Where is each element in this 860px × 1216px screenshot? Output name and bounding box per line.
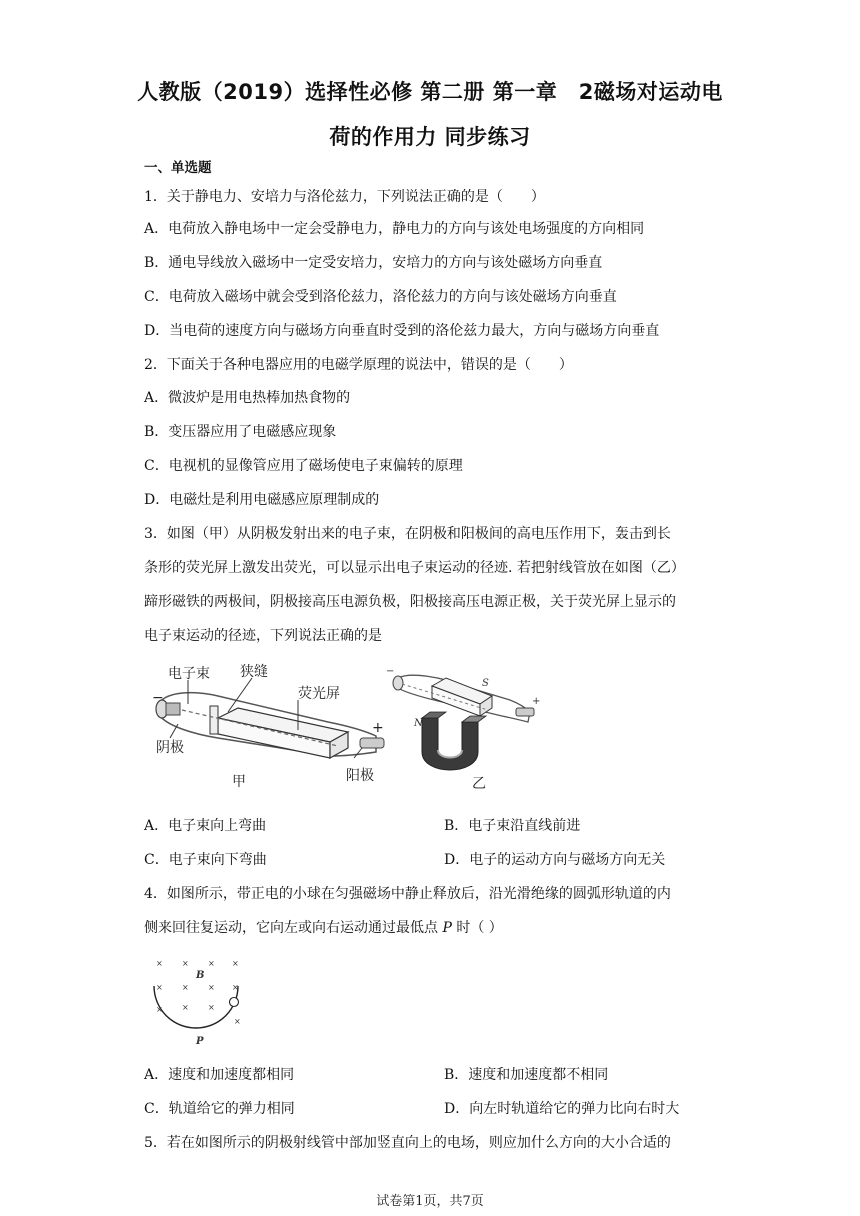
label-p: P	[196, 1036, 204, 1046]
field-cross: ×	[232, 983, 239, 992]
q1-option-a: A．电荷放入静电场中一定会受静电力，静电力的方向与该处电场强度的方向相同	[144, 221, 645, 237]
page-title-line2: 荷的作用力 同步练习	[329, 125, 531, 149]
q1-option-d: D．当电荷的速度方向与磁场方向垂直时受到的洛伦兹力最大，方向与磁场方向垂直	[144, 323, 660, 339]
section-heading: 一、单选题	[144, 160, 212, 176]
label-minus-yi: −	[386, 666, 395, 677]
q3-stem-line2: 条形的荧光屏上激发出荧光，可以显示出电子束运动的径迹. 若把射线管放在如图（乙）	[144, 560, 685, 576]
q2-option-d: D．电磁灶是利用电磁感应原理制成的	[144, 492, 380, 508]
q1-option-c: C．电荷放入磁场中就会受到洛伦兹力，洛伦兹力的方向与该处磁场方向垂直	[144, 289, 617, 305]
cathode-ray-tube-figure	[148, 660, 393, 795]
q4-option-b: B．速度和加速度都不相同	[444, 1067, 609, 1083]
q3-option-b: B．电子束沿直线前进	[444, 818, 581, 834]
field-cross: ×	[182, 1003, 189, 1012]
label-jia: 甲	[232, 774, 246, 790]
q4-stem-line1: 4．如图所示，带正电的小球在匀强磁场中静止释放后，沿光滑绝缘的圆弧形轨道的内	[144, 886, 671, 902]
q4-option-d: D．向左时轨道给它的弹力比向右时大	[444, 1101, 680, 1117]
field-cross: ×	[208, 1003, 215, 1012]
horseshoe-magnet-figure	[380, 660, 545, 795]
q2-stem: 2．下面关于各种电器应用的电磁学原理的说法中，错误的是（ ）	[144, 357, 573, 373]
q4-option-a: A．速度和加速度都相同	[144, 1067, 295, 1083]
q1-option-b: B．通电导线放入磁场中一定受安培力，安培力的方向与该处磁场方向垂直	[144, 255, 603, 271]
q3-option-d: D．电子的运动方向与磁场方向无关	[444, 852, 666, 868]
page-title-line1: 人教版（2019）选择性必修 第二册 第一章 2磁场对运动电	[137, 80, 723, 104]
label-minus: −	[152, 690, 164, 706]
q5-stem-line1: 5．若在如图所示的阴极射线管中部加竖直向上的电场，则应加什么方向的大小合适的	[144, 1135, 671, 1151]
label-screen: 荧光屏	[298, 686, 340, 702]
q3-stem-line4: 电子束运动的径迹，下列说法正确的是	[144, 628, 382, 644]
semicircle-track-figure	[146, 954, 246, 1046]
q3-stem-line1: 3．如图（甲）从阴极发射出来的电子束，在阴极和阳极间的高电压作用下，轰击到长	[144, 526, 671, 542]
label-pole-s: S	[482, 678, 489, 689]
label-electron-beam: 电子束	[168, 666, 210, 682]
field-cross: ×	[208, 959, 215, 968]
label-anode: 阳极	[346, 768, 374, 784]
label-cathode: 阴极	[156, 740, 184, 756]
field-cross: ×	[156, 1005, 163, 1014]
label-pole-n: N	[414, 718, 423, 729]
field-cross: ×	[156, 959, 163, 968]
q3-option-c: C．电子束向下弯曲	[144, 852, 267, 868]
q1-stem: 1．关于静电力、安培力与洛伦兹力，下列说法正确的是（ ）	[144, 189, 545, 205]
field-cross: ×	[234, 1017, 241, 1026]
field-cross: ×	[182, 983, 189, 992]
q4-stem-line2: 侧来回往复运动，它向左或向右运动通过最低点 P 时（ ）	[144, 920, 503, 936]
field-cross: ×	[208, 983, 215, 992]
q2-option-c: C．电视机的显像管应用了磁场使电子束偏转的原理	[144, 458, 463, 474]
q4-option-c: C．轨道给它的弹力相同	[144, 1101, 295, 1117]
label-slit: 狭缝	[240, 664, 268, 680]
label-b: B	[196, 970, 205, 981]
q3-stem-line3: 蹄形磁铁的两极间，阴极接高压电源负极，阳极接高压电源正极，关于荧光屏上显示的	[144, 594, 676, 610]
q3-option-a: A．电子束向上弯曲	[144, 818, 267, 834]
field-cross: ×	[156, 983, 163, 992]
label-plus-yi: +	[532, 696, 541, 707]
q2-option-b: B．变压器应用了电磁感应现象	[144, 424, 337, 440]
q4-point-p: P	[442, 920, 452, 936]
q2-option-a: A．微波炉是用电热棒加热食物的	[144, 390, 351, 406]
field-cross: ×	[232, 959, 239, 968]
label-yi: 乙	[472, 776, 486, 792]
label-plus: +	[372, 720, 384, 736]
page-footer: 试卷第1页，共7页	[376, 1194, 484, 1209]
field-cross: ×	[182, 959, 189, 968]
